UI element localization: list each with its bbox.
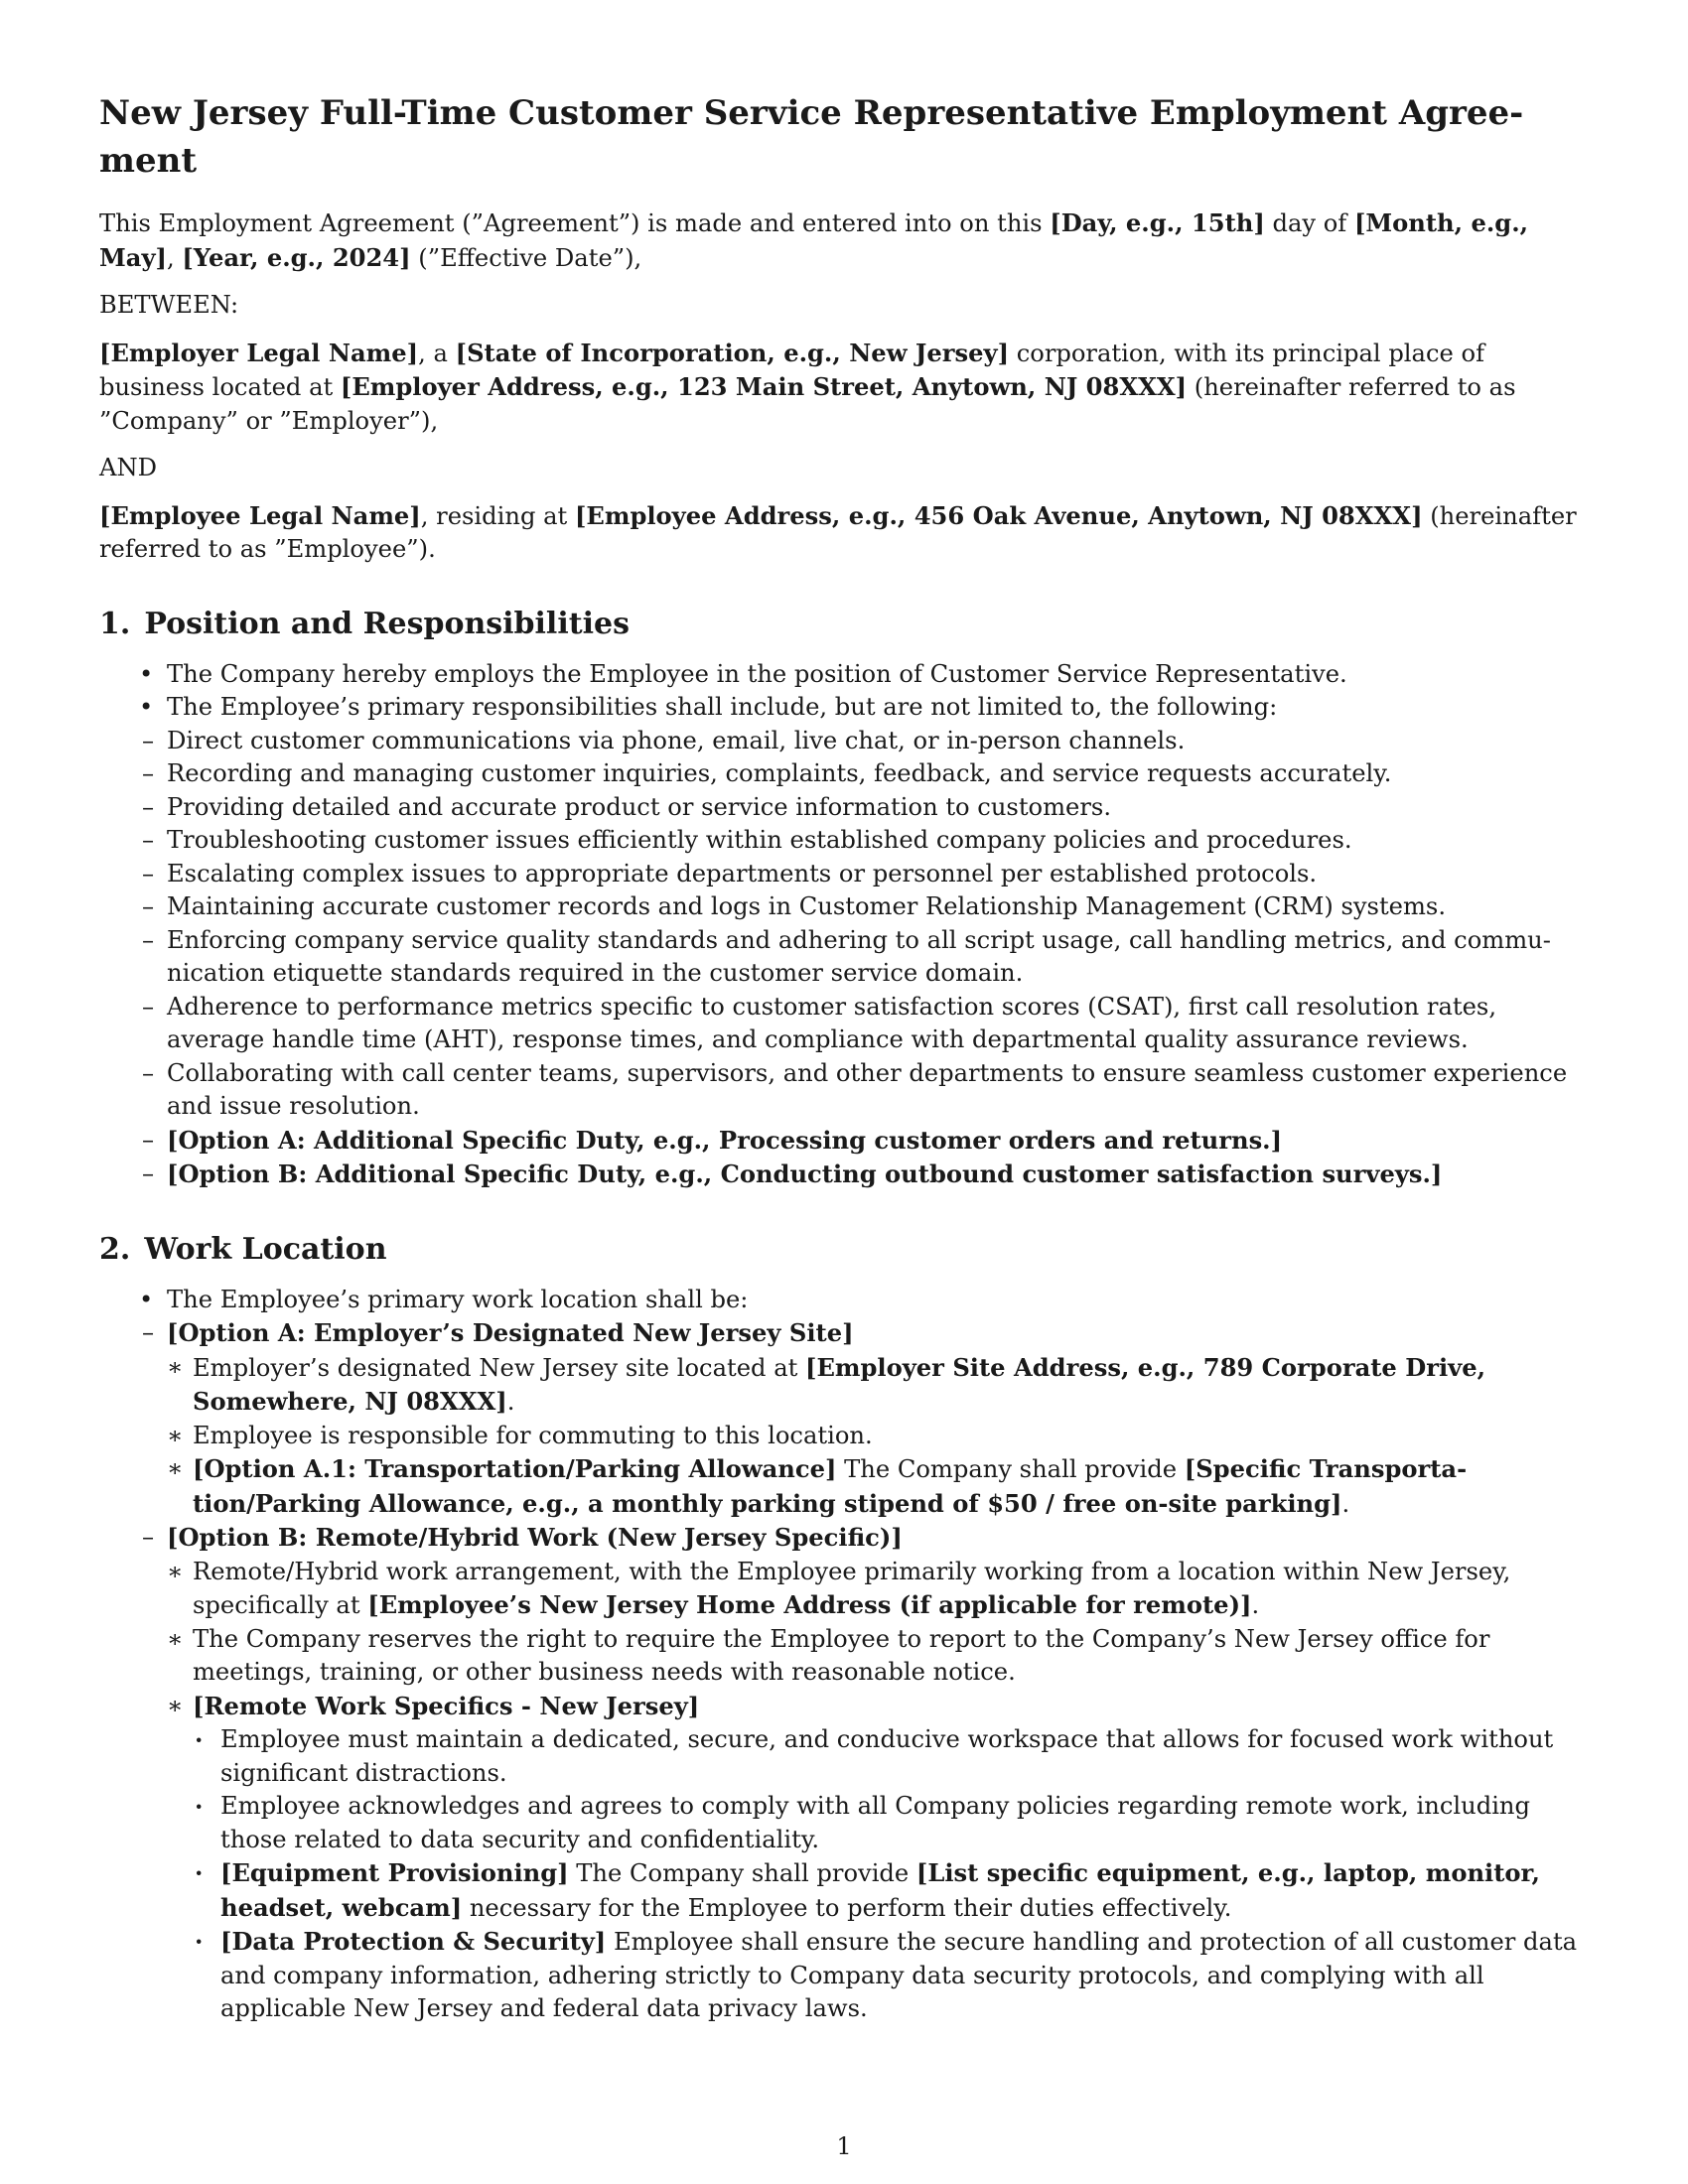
- option-a-list: [167, 1351, 1589, 1522]
- remote-work-list: [193, 1723, 1589, 2026]
- section-1-list: [99, 658, 1589, 1192]
- location-options-list: [167, 1316, 1589, 2026]
- list-item: – Enforcing company service quality standards and adhering to all script usage, call handling metrics, and communication etiquette standards required in the customer service domain.: [147, 924, 1589, 991]
- intro-paragraph: This Employment Agreement (”Agreement”) is made and entered into on this [Day, e.g., 15th] day of [Month, e.g., May], [Year, e.g., 2024] (”Effective Date”),: [99, 208, 1529, 272]
- list-item: – Providing detailed and accurate product or service information to customers.: [147, 791, 1589, 825]
- section-2-heading: 2. Work Location: [99, 1231, 387, 1267]
- list-item: – [Option B: Additional Specific Duty, e.g., Conducting outbound customer satisfaction surveys.]: [147, 1158, 1589, 1192]
- list-item: – Maintaining accurate customer records and logs in Customer Relationship Management (CRM) systems.: [147, 890, 1589, 924]
- duties-list: [167, 725, 1589, 1192]
- list-item: • The Employee’s primary responsibilities shall include, but are not limited to, the following: – Direct customer communications via phone, email, live chat, or in-person channels. – Recording and managing customer inquiries, complaints, feedback, and service requests accurately. – Providing detailed and accurate product or service information to customers. – Troubleshooting customer issues efficiently within established company policies and procedures. – Escalating complex issues to appropriate departments or personnel per established protocols. – Maintaining accurate customer records and logs in Customer Relationship Management (CRM) systems. – Enforcing company service quality standards and adhering to all script usage, call handling metrics, and communication etiquette standards required in the customer service domain. – Adherence to performance metrics specific to customer satisfaction scores (CSAT), first call resolution rates, average handle time (AHT), response times, and compliance with departmental quality assurance reviews. – Collaborating with call center teams, supervisors, and other departments to ensure seamless customer experience and issue resolution. – [Option A: Additional Specific Duty, e.g., Processing customer orders and returns.] – [Option B: Additional Specific Duty, e.g., Conducting outbound customer satisfaction surveys.]: [99, 691, 1589, 1192]
- page-number: 1: [836, 2132, 852, 2160]
- document-title: New Jersey Full-Time Customer Service Representative Employment Agreement: [99, 93, 1524, 181]
- section-2-list: [99, 1284, 1589, 2026]
- list-item: · Employee must maintain a dedicated, secure, and conducive workspace that allows for focused work without significant distractions.: [193, 1723, 1589, 1790]
- between-label: BETWEEN:: [99, 291, 239, 319]
- list-item: · Employee acknowledges and agrees to comply with all Company policies regarding remote work, including those related to data security and confidentiality.: [193, 1790, 1589, 1856]
- list-item: – Troubleshooting customer issues efficiently within established company policies and procedures.: [147, 824, 1589, 858]
- list-item: ∗ [Remote Work Specifics - New Jersey] · Employee must maintain a dedicated, secure, and conducive workspace that allows for focused work without significant distractions. · Employee acknowledges and agrees to comply with all Company policies regarding remote work, including those related to data security and confidentiality. · [Equipment Provisioning] The Company shall provide [List specific equipment, e.g., laptop, monitor, headset, webcam] necessary for the Employee to perform their duties effectively. · [Data Protection & Security] Employee shall ensure the secure handling and protection of all customer data and company information, adhering strictly to Company data security protocols, and complying with all applicable New Jersey and federal data privacy laws.: [167, 1690, 1589, 2026]
- section-1-heading: 1. Position and Responsibilities: [99, 606, 630, 641]
- list-item: – [Option A: Additional Specific Duty, e.g., Processing customer orders and returns.]: [147, 1124, 1589, 1159]
- list-item: • The Company hereby employs the Employee in the position of Customer Service Representative.: [99, 658, 1589, 692]
- list-item: ∗ [Option A.1: Transportation/Parking Allowance] The Company shall provide [Specific Transportation/Parking Allowance, e.g., a monthly parking stipend of $50 / free on-site parking].: [167, 1452, 1589, 1521]
- option-b-list: [167, 1556, 1589, 2026]
- list-item: ∗ Remote/Hybrid work arrangement, with the Employee primarily working from a location within New Jersey, specifically at [Employee’s New Jersey Home Address (if applicable for remote)].: [167, 1556, 1589, 1623]
- list-item: – Collaborating with call center teams, supervisors, and other departments to ensure seamless customer experience and issue resolution.: [147, 1057, 1589, 1124]
- list-item: • The Employee’s primary work location shall be: – [Option A: Employer’s Designated New Jersey Site] ∗ Employer’s designated New Jersey site located at [Employer Site Address, e.g., 789 Corporate Drive, Somewhere, NJ 08XXX]. ∗ Employee is responsible for commuting to this location. ∗ [Option A.1: Transportation/Parking Allowance] The Company shall provide [Specific Transportation/Parking Allowance, e.g., a monthly parking stipend of $50 / free on-site parking]. – [Option B: Remote/Hybrid Work (New Jersey Specific)] ∗ Remote/Hybrid work arrangement, with the Employee primarily working from a location within New Jersey, specifically at [Employee’s New Jersey Home Address (if applicable for remote)]. ∗ The Company reserves the right to require the Employee to report to the Company’s New Jersey office for meetings, training, or other business needs with reasonable notice. ∗ [Remote Work Specifics - New Jersey] · Employee must maintain a dedicated, secure, and conducive workspace that allows for focused work without significant distractions. · Employee acknowledges and agrees to comply with all Company policies regarding remote work, including those related to data security and confidentiality. · [Equipment Provisioning] The Company shall provide [List specific equipment, e.g., laptop, monitor, headset, webcam] necessary for the Employee to perform their duties effectively. · [Data Protection & Security] Employee shall ensure the secure handling and protection of all customer data and company information, adhering strictly to Company data security protocols, and complying with all applicable New Jersey and federal data privacy laws.: [99, 1284, 1589, 2026]
- list-item: – Recording and managing customer inquiries, complaints, feedback, and service requests accurately.: [147, 757, 1589, 791]
- list-item: – Escalating complex issues to appropriate departments or personnel per established protocols.: [147, 858, 1589, 891]
- list-item: – [Option B: Remote/Hybrid Work (New Jersey Specific)] ∗ Remote/Hybrid work arrangement, with the Employee primarily working from a location within New Jersey, specifically at [Employee’s New Jersey Home Address (if applicable for remote)]. ∗ The Company reserves the right to require the Employee to report to the Company’s New Jersey office for meetings, training, or other business needs with reasonable notice. ∗ [Remote Work Specifics - New Jersey] · Employee must maintain a dedicated, secure, and conducive workspace that allows for focused work without significant distractions. · Employee acknowledges and agrees to comply with all Company policies regarding remote work, including those related to data security and confidentiality. · [Equipment Provisioning] The Company shall provide [List specific equipment, e.g., laptop, monitor, headset, webcam] necessary for the Employee to perform their duties effectively. · [Data Protection & Security] Employee shall ensure the secure handling and protection of all customer data and company information, adhering strictly to Company data security protocols, and complying with all applicable New Jersey and federal data privacy laws.: [147, 1521, 1589, 2026]
- list-item: – Adherence to performance metrics specific to customer satisfaction scores (CSAT), first call resolution rates, average handle time (AHT), response times, and compliance with departmental quality assurance reviews.: [147, 991, 1589, 1057]
- document-page: [99, 89, 1589, 2026]
- list-item: – Direct customer communications via phone, email, live chat, or in-person channels.: [147, 725, 1589, 758]
- list-item: ∗ Employee is responsible for commuting to this location.: [167, 1420, 1589, 1453]
- employee-paragraph: [Employee Legal Name], residing at [Employee Address, e.g., 456 Oak Avenue, Anytown, NJ 08XXX] (hereinafter referred to as ”Employee”).: [99, 500, 1577, 563]
- list-item: ∗ The Company reserves the right to require the Employee to report to the Company’s New Jersey office for meetings, training, or other business needs with reasonable notice.: [167, 1623, 1589, 1690]
- list-item: · [Data Protection & Security] Employee shall ensure the secure handling and protection of all customer data and company information, adhering strictly to Company data security protocols, and complying with all applicable New Jersey and federal data privacy laws.: [193, 1925, 1589, 2026]
- list-item: – [Option A: Employer’s Designated New Jersey Site] ∗ Employer’s designated New Jersey site located at [Employer Site Address, e.g., 789 Corporate Drive, Somewhere, NJ 08XXX]. ∗ Employee is responsible for commuting to this location. ∗ [Option A.1: Transportation/Parking Allowance] The Company shall provide [Specific Transportation/Parking Allowance, e.g., a monthly parking stipend of $50 / free on-site parking].: [147, 1316, 1589, 1521]
- and-label: AND: [99, 454, 158, 481]
- list-item: ∗ Employer’s designated New Jersey site located at [Employer Site Address, e.g., 789 Corporate Drive, Somewhere, NJ 08XXX].: [167, 1351, 1589, 1420]
- employer-paragraph: [Employer Legal Name], a [State of Incorporation, e.g., New Jersey] corporation, with its principal place of business located at [Employer Address, e.g., 123 Main Street, Anytown, NJ 08XXX] (hereinafter referred to as ”Company” or ”Employer”),: [99, 338, 1516, 435]
- list-item: · [Equipment Provisioning] The Company shall provide [List specific equipment, e.g., laptop, monitor, headset, webcam] necessary for the Employee to perform their duties effectively.: [193, 1856, 1589, 1925]
